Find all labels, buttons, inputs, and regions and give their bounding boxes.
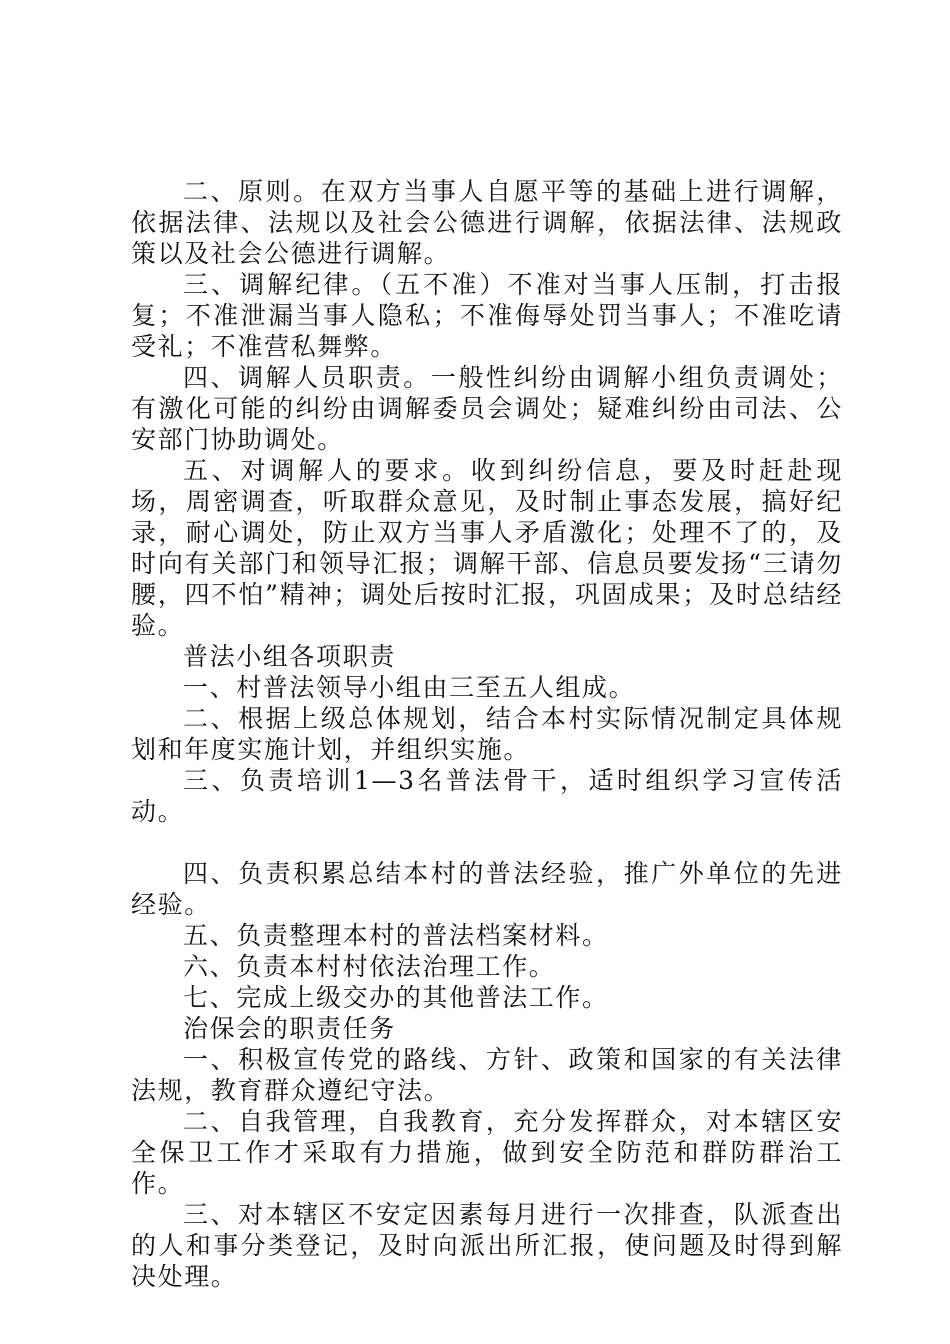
paragraph-legal-item-6: 六、负责本村村依法治理工作。 [183, 952, 556, 981]
paragraph-mediator-requirements: 五、对调解人的要求。收到纠纷信息，要及时赶赴现场，周密调查，听取群众意见，及时制止事态发展，搞好纪录，耐心调处，防止双方当事人矛盾激化；处理不了的，及时向有关部门和领导汇报；调解干部、信息员要发扬“三请勿腰，四不怕”精神；调处后按时汇报，巩固成果；及时总结经验。 [131, 456, 843, 640]
section-heading-security-committee: 治保会的职责任务 [183, 1014, 396, 1043]
paragraph-security-item-1: 一、积极宣传党的路线、方针、政策和国家的有关法律法规，教育群众遵纪守法。 [131, 1045, 843, 1105]
paragraph-legal-item-3: 三、负责培训1—3名普法骨干，适时组织学习宣传活动。 [131, 766, 843, 826]
paragraph-legal-item-4: 四、负责积累总结本村的普法经验，推广外单位的先进经验。 [131, 859, 843, 919]
paragraph-principle: 二、原则。在双方当事人自愿平等的基础上进行调解，依据法律、法规以及社会公德进行调解，依据法律、法规政策以及社会公德进行调解。 [131, 177, 843, 268]
document-body [131, 176, 843, 1292]
paragraph-mediation-discipline: 三、调解纪律。（五不准）不准对当事人压制，打击报复；不准泄漏当事人隐私；不准侮辱处罚当事人；不准吃请受礼；不准营私舞弊。 [131, 270, 843, 361]
paragraph-legal-item-7: 七、完成上级交办的其他普法工作。 [183, 983, 609, 1012]
paragraph-security-item-3: 三、对本辖区不安定因素每月进行一次排查，队派查出的人和事分类登记，及时向派出所汇报，使问题及时得到解决处理。 [131, 1200, 843, 1291]
section-heading-legal-education: 普法小组各项职责 [183, 642, 396, 671]
paragraph-legal-item-2: 二、根据上级总体规划，结合本村实际情况制定具体规划和年度实施计划，并组织实施。 [131, 704, 843, 764]
paragraph-legal-item-5: 五、负责整理本村的普法档案材料。 [183, 921, 609, 950]
paragraph-legal-item-1: 一、村普法领导小组由三至五人组成。 [183, 673, 636, 702]
paragraph-mediator-duties: 四、调解人员职责。一般性纠纷由调解小组负责调处；有激化可能的纠纷由调解委员会调处；疑难纠纷由司法、公安部门协助调处。 [131, 363, 843, 454]
paragraph-security-item-2: 二、自我管理，自我教育，充分发挥群众，对本辖区安全保卫工作才采取有力措施，做到安全防范和群防群治工作。 [131, 1107, 843, 1198]
